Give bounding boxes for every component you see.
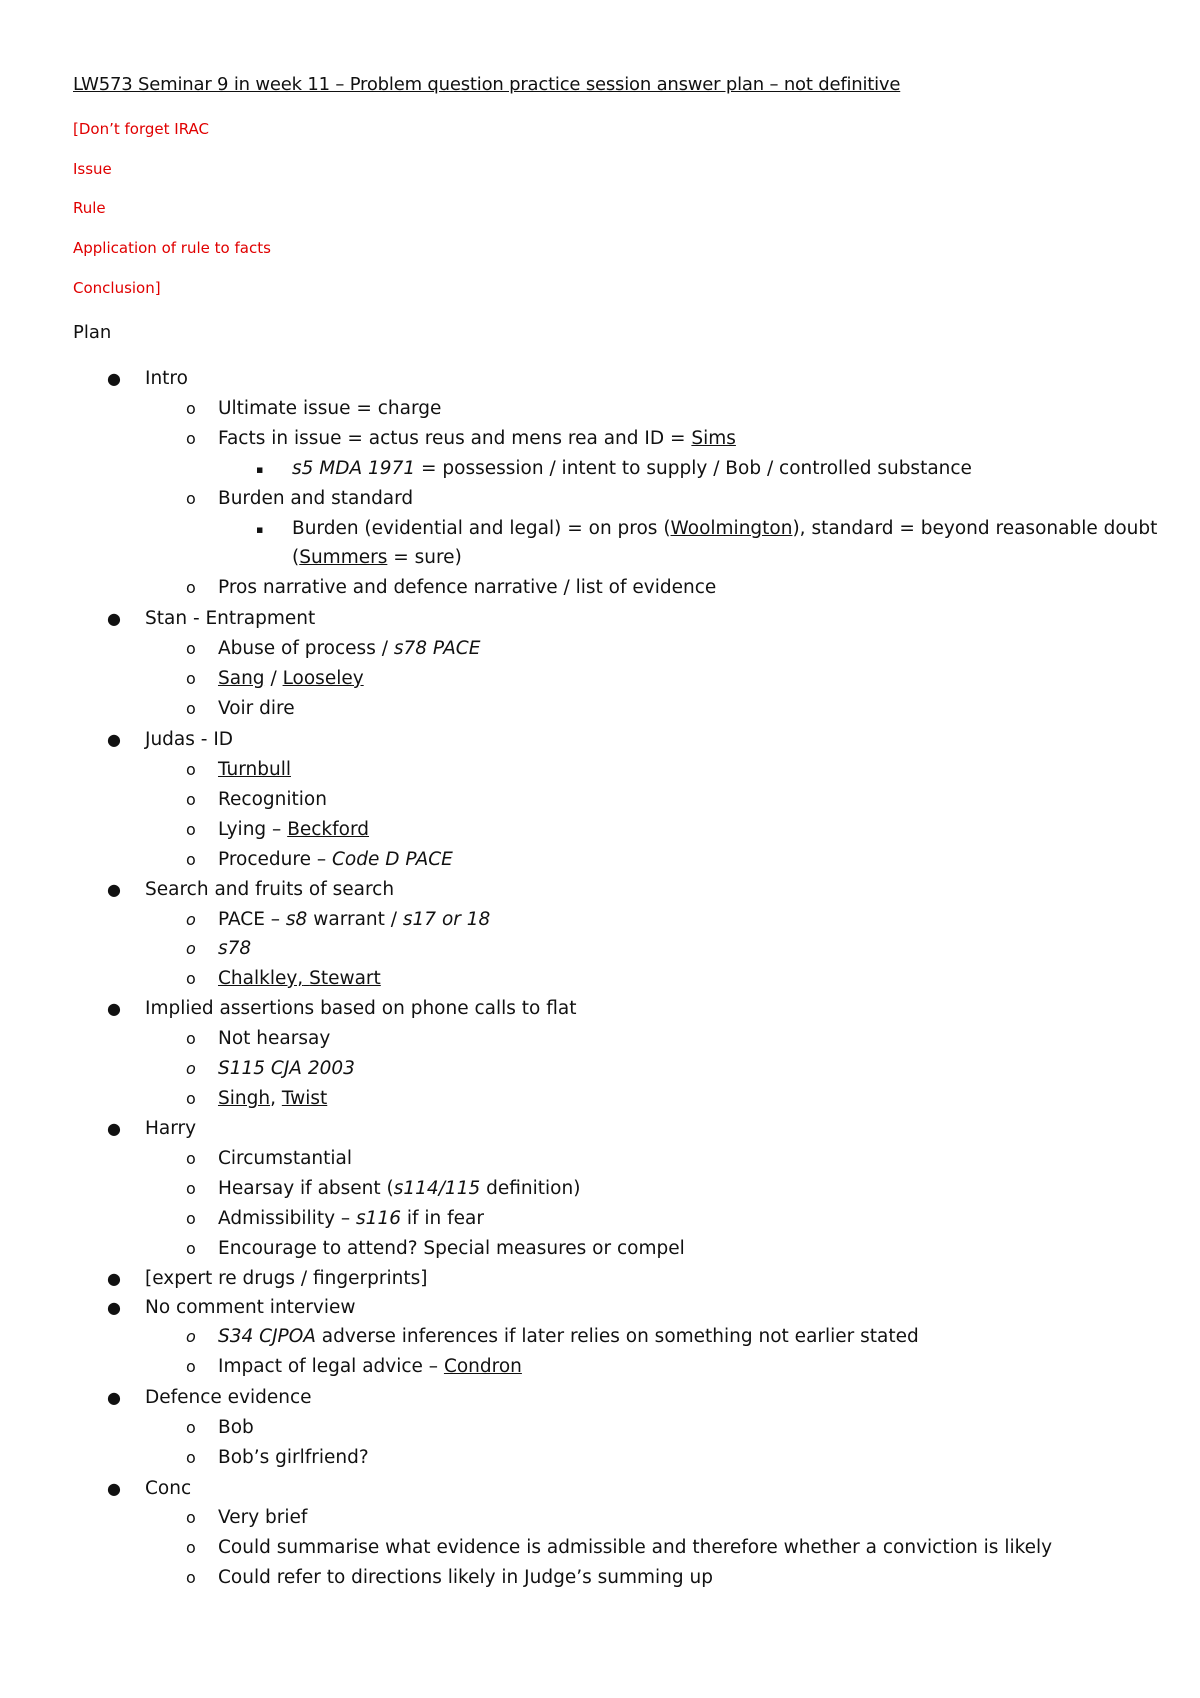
item-text: Bob — [218, 1417, 254, 1438]
case-reference: Condron — [443, 1356, 522, 1377]
item-label: [expert re drugs / fingerprints] — [145, 1268, 428, 1289]
statute-reference: s78 PACE — [393, 638, 481, 659]
sub-item — [186, 1355, 522, 1379]
outline-item-stan — [107, 607, 316, 631]
statute-reference: s5 MDA 1971 — [292, 458, 416, 479]
item-text: Impact of legal advice – — [218, 1356, 444, 1377]
sub-item — [186, 908, 491, 932]
circle-marker: o — [186, 1568, 196, 1587]
outline-item-conclusion — [107, 1477, 192, 1501]
circle-marker: o — [186, 1239, 196, 1258]
circle-marker: o — [186, 1059, 196, 1078]
sub-item — [186, 848, 453, 872]
sub-item — [186, 1237, 685, 1261]
item-text: Circumstantial — [218, 1148, 352, 1169]
case-reference: Stewart — [309, 968, 381, 989]
item-text: = possession / intent to supply / Bob / controlled substance — [415, 458, 972, 479]
item-label: Search and fruits of search — [145, 879, 395, 900]
circle-marker: o — [186, 1508, 196, 1527]
statute-reference: S115 CJA 2003 — [218, 1058, 355, 1079]
sub-item — [186, 427, 736, 451]
case-reference: Sang — [218, 668, 265, 689]
irac-line-2: Issue — [73, 160, 112, 178]
sub-item — [186, 1177, 581, 1201]
outline-item-harry — [107, 1117, 197, 1141]
statute-reference: s8 — [285, 909, 308, 930]
sub-item — [186, 1416, 254, 1440]
sub-sub-item — [256, 457, 972, 481]
circle-marker: o — [186, 699, 196, 718]
bullet-marker: ● — [107, 1479, 121, 1498]
circle-marker: o — [186, 1089, 196, 1108]
item-text: Pros narrative and defence narrative / list of evidence — [218, 577, 717, 598]
item-label: Implied assertions based on phone calls to flat — [145, 998, 577, 1019]
sub-item — [186, 1566, 713, 1590]
circle-marker: o — [186, 1538, 196, 1557]
outline-item-defence — [107, 1386, 312, 1410]
circle-marker: o — [186, 669, 196, 688]
sub-item — [186, 1057, 355, 1081]
sub-item — [186, 576, 717, 600]
sub-item — [186, 1536, 1053, 1560]
sub-item — [186, 397, 442, 421]
circle-marker: o — [186, 910, 196, 929]
circle-marker: o — [186, 1448, 196, 1467]
circle-marker: o — [186, 969, 196, 988]
item-text: ), standard = beyond reasonable doubt — [792, 518, 1158, 539]
circle-marker: o — [186, 639, 196, 658]
item-label: Judas - ID — [145, 729, 234, 750]
circle-marker: o — [186, 1327, 196, 1346]
sub-item — [186, 667, 364, 691]
document-title: LW573 Seminar 9 in week 11 – Problem question practice session answer plan – not definitive — [73, 74, 901, 95]
item-label: Stan - Entrapment — [145, 608, 316, 629]
irac-line-3: Rule — [73, 199, 106, 217]
sub-item — [186, 487, 414, 511]
sub-item — [186, 788, 327, 812]
item-label: No comment interview — [145, 1297, 356, 1318]
irac-line-5: Conclusion] — [73, 279, 161, 297]
circle-marker: o — [186, 939, 196, 958]
case-reference: Woolmington — [670, 518, 793, 539]
bullet-marker: ● — [107, 609, 121, 628]
item-text: if in fear — [400, 1208, 484, 1229]
square-marker: ▪ — [256, 463, 264, 476]
item-text: Very brief — [218, 1507, 308, 1528]
outline-item-judas — [107, 728, 234, 752]
bullet-marker: ● — [107, 369, 121, 388]
case-reference: Turnbull — [218, 759, 291, 780]
sub-item — [186, 758, 291, 782]
item-text: Bob’s girlfriend? — [218, 1447, 369, 1468]
circle-marker: o — [186, 489, 196, 508]
sub-item — [186, 818, 370, 842]
statute-reference: s114/115 — [393, 1178, 481, 1199]
sub-item — [186, 1506, 308, 1530]
square-marker: ▪ — [256, 523, 264, 536]
case-reference: Summers — [299, 547, 388, 568]
bullet-marker: ● — [107, 1119, 121, 1138]
sub-item — [186, 1087, 328, 1111]
item-text: , — [270, 1088, 282, 1109]
circle-marker: o — [186, 1179, 196, 1198]
sub-item — [186, 967, 381, 991]
item-text: Facts in issue = actus reus and mens rea and ID = — [218, 428, 692, 449]
circle-marker: o — [186, 1149, 196, 1168]
circle-marker: o — [186, 1357, 196, 1376]
sub-item — [186, 1027, 331, 1051]
case-reference: Singh — [218, 1088, 271, 1109]
circle-marker: o — [186, 820, 196, 839]
item-text: Voir dire — [218, 698, 295, 719]
case-reference: Sims — [691, 428, 736, 449]
case-reference: Twist — [281, 1088, 328, 1109]
statute-reference: s78 — [218, 938, 252, 959]
item-label: Defence evidence — [145, 1387, 312, 1408]
statute-reference: s17 or 18 — [402, 909, 491, 930]
item-label: Intro — [145, 368, 188, 389]
outline-item-expert — [107, 1267, 428, 1291]
outline-item-intro — [107, 367, 188, 391]
sub-item — [186, 1207, 484, 1231]
circle-marker: o — [186, 1418, 196, 1437]
statute-reference: S34 CJPOA — [218, 1326, 316, 1347]
circle-marker: o — [186, 429, 196, 448]
bullet-marker: ● — [107, 880, 121, 899]
item-text: Could summarise what evidence is admissible and therefore whether a conviction is likely — [218, 1537, 1053, 1558]
item-text: Encourage to attend? Special measures or compel — [218, 1238, 685, 1259]
item-text: = sure) — [387, 547, 462, 568]
item-text: Ultimate issue = charge — [218, 398, 442, 419]
circle-marker: o — [186, 1029, 196, 1048]
item-text: adverse inferences if later relies on something not earlier stated — [315, 1326, 919, 1347]
item-text: PACE – — [218, 909, 286, 930]
item-text: Recognition — [218, 789, 327, 810]
bullet-marker: ● — [107, 1269, 121, 1288]
circle-marker: o — [186, 850, 196, 869]
sub-item — [186, 697, 295, 721]
item-text: / — [264, 668, 283, 689]
bullet-marker: ● — [107, 1298, 121, 1317]
statute-reference: Code D PACE — [331, 849, 453, 870]
circle-marker: o — [186, 790, 196, 809]
sub-sub-item — [256, 517, 1158, 541]
item-label: Conc — [145, 1478, 192, 1499]
circle-marker: o — [186, 760, 196, 779]
case-reference: Looseley — [282, 668, 364, 689]
case-reference: Beckford — [287, 819, 370, 840]
bullet-marker: ● — [107, 730, 121, 749]
item-text: Burden (evidential and legal) = on pros ( — [292, 518, 671, 539]
item-text: warrant / — [307, 909, 403, 930]
sub-item — [186, 637, 481, 661]
sub-item — [186, 937, 252, 961]
bullet-marker: ● — [107, 999, 121, 1018]
item-text: Lying – — [218, 819, 288, 840]
outline-item-implied-assertions — [107, 997, 577, 1021]
circle-marker: o — [186, 578, 196, 597]
outline-item-search — [107, 878, 395, 902]
item-text: ( — [292, 547, 300, 568]
outline-item-no-comment — [107, 1296, 356, 1320]
item-label: Harry — [145, 1118, 197, 1139]
sub-item — [186, 1446, 369, 1470]
item-text: Could refer to directions likely in Judge’s summing up — [218, 1567, 713, 1588]
circle-marker: o — [186, 1209, 196, 1228]
sub-sub-item-continued — [292, 546, 462, 570]
statute-reference: s116 — [356, 1208, 401, 1229]
irac-line-1: [Don’t forget IRAC — [73, 120, 209, 138]
sub-item — [186, 1147, 352, 1171]
irac-line-4: Application of rule to facts — [73, 239, 271, 257]
item-text: Burden and standard — [218, 488, 414, 509]
item-text: Procedure – — [218, 849, 332, 870]
circle-marker: o — [186, 399, 196, 418]
item-text: Not hearsay — [218, 1028, 331, 1049]
sub-item — [186, 1325, 919, 1349]
case-reference: Chalkley, — [218, 968, 304, 989]
item-text: Admissibility – — [218, 1208, 357, 1229]
bullet-marker: ● — [107, 1388, 121, 1407]
item-text: definition) — [480, 1178, 581, 1199]
item-text: Hearsay if absent ( — [218, 1178, 394, 1199]
plan-heading: Plan — [73, 322, 112, 343]
item-text: Abuse of process / — [218, 638, 394, 659]
